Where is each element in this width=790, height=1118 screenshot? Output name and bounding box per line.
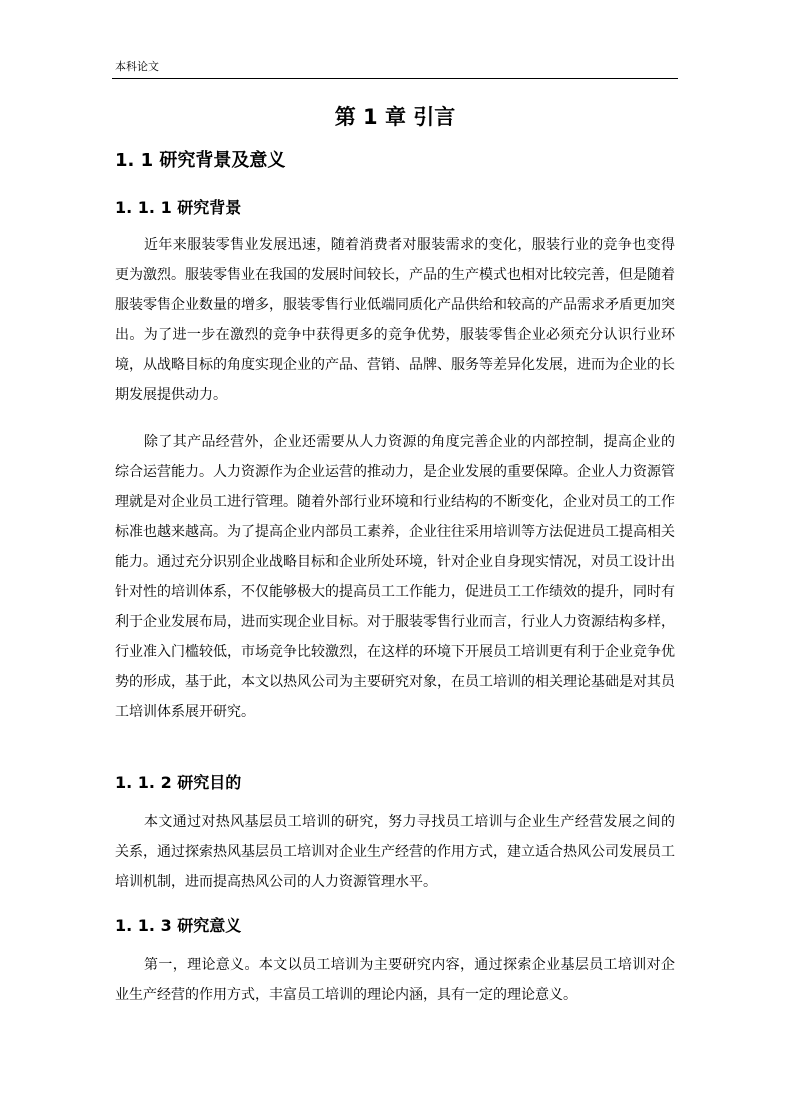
subsection-heading-1-1-1: 1. 1. 1 研究背景 <box>115 198 242 217</box>
paragraph-significance: 第一，理论意义。本文以员工培训为主要研究内容，通过探索企业基层员工培训对企业生产经营的作用方式，丰富员工培训的理论内涵，具有一定的理论意义。 <box>115 957 675 1003</box>
header-divider <box>112 78 678 79</box>
running-header: 本科论文 <box>115 60 159 73</box>
paragraph-background-2: 除了其产品经营外，企业还需要从人力资源的角度完善企业的内部控制，提高企业的综合运营能力。人力资源作为企业运营的推动力，是企业发展的重要保障。企业人力资源管理就是对企业员工进行管理。随着外部行业环境和行业结构的不断变化，企业对员工的工作标准也越来越高。为了提高企业内部员工素养，企业往往采用培训等方法促进员工提高相关能力。通过充分识别企业战略目标和企业所处环境，针对企业自身现实情况，对员工设计出针对性的培训体系，不仅能够极大的提高员工工作能力，促进员工工作绩效的提升，同时有利于企业发展布局，进而实现企业目标。对于服装零售行业而言，行业人力资源结构多样，行业准入门槛较低，市场竞争比较激烈，在这样的环境下开展员工培训更有利于企业竞争优势的形成，基于此，本文以热风公司为主要研究对象，在员工培训的相关理论基础是对其员工培训体系展开研究。 <box>115 434 675 720</box>
subsection-heading-1-1-2: 1. 1. 2 研究目的 <box>115 773 242 792</box>
chapter-title: 第 1 章 引言 <box>334 105 456 129</box>
paragraph-purpose: 本文通过对热风基层员工培训的研究，努力寻找员工培训与企业生产经营发展之间的关系，通过探索热风基层员工培训对企业生产经营的作用方式，建立适合热风公司发展员工培训机制，进而提高热风公司的人力资源管理水平。 <box>115 814 675 890</box>
section-heading-1-1: 1. 1 研究背景及意义 <box>115 150 286 171</box>
subsection-heading-1-1-3: 1. 1. 3 研究意义 <box>115 916 242 935</box>
paragraph-background-1: 近年来服装零售业发展迅速，随着消费者对服装需求的变化，服装行业的竞争也变得更为激烈。服装零售业在我国的发展时间较长，产品的生产模式也相对比较完善，但是随着服装零售企业数量的增多，服装零售行业低端同质化产品供给和较高的产品需求矛盾更加突出。为了进一步在激烈的竞争中获得更多的竞争优势，服装零售企业必须充分认识行业环境，从战略目标的角度实现企业的产品、营销、品牌、服务等差异化发展，进而为企业的长期发展提供动力。 <box>115 237 675 403</box>
